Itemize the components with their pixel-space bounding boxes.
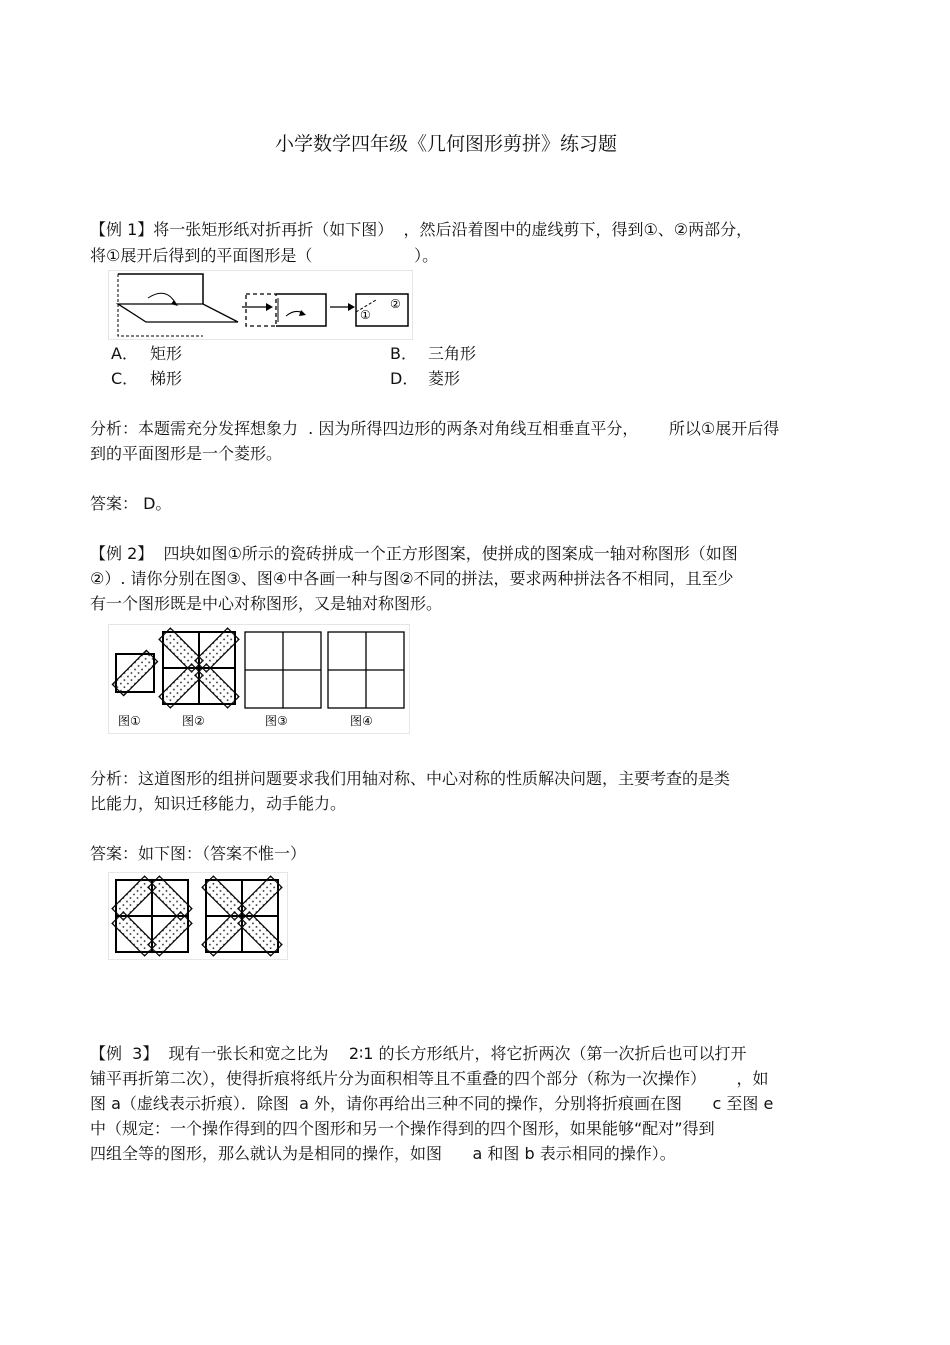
option-c-letter: C． bbox=[111, 369, 139, 388]
ex3-question-line-3: 图 a（虚线表示折痕）．除图 a 外，请你再给出三种不同的操作，分别将折痕画在图 c 至图 e bbox=[90, 1094, 774, 1113]
page-title: 小学数学四年级《几何图形剪拼》练习题 bbox=[275, 133, 618, 155]
ex3-question-line-2: 铺平再折第二次），使得折痕将纸片分为面积相等且不重叠的四个部分（称为一次操作） ，如 bbox=[90, 1069, 769, 1088]
ex2-figure-label-3: 图③ bbox=[265, 714, 288, 728]
option-d-text: 菱形 bbox=[428, 369, 461, 388]
option-d-letter: D． bbox=[390, 369, 419, 388]
ex1-answer: 答案： D。 bbox=[90, 494, 172, 513]
ex1-folding-figure bbox=[108, 270, 413, 340]
option-a-letter: A． bbox=[111, 344, 138, 363]
option-b-letter: B． bbox=[390, 344, 417, 363]
option-c-text: 梯形 bbox=[150, 369, 183, 388]
ex2-tile-figures bbox=[108, 624, 410, 734]
ex1-analysis-line-2: 到的平面图形是一个菱形。 bbox=[90, 444, 283, 463]
option-b-text: 三角形 bbox=[428, 344, 477, 363]
ex2-answer-figures bbox=[108, 872, 288, 960]
ex3-question-line-4: 中（规定：一个操作得到的四个图形和另一个操作得到的四个图形，如果能够“配对”得到 bbox=[90, 1119, 715, 1138]
ex2-figure-label-2: 图② bbox=[182, 714, 205, 728]
ex2-question-line-3: 有一个图形既是中心对称图形，又是轴对称图形。 bbox=[90, 594, 443, 613]
ex1-question-line-1: 【例 1】将一张矩形纸对折再折（如下图） ，然后沿着图中的虚线剪下，得到①、②两部分， bbox=[90, 220, 753, 239]
ex3-question-line-1: 【例 3】 现有一张长和宽之比为 2∶1 的长方形纸片，将它折两次（第一次折后也可以打开 bbox=[90, 1044, 747, 1063]
ex2-analysis-line-2: 比能力，知识迁移能力，动手能力。 bbox=[90, 794, 347, 813]
ex3-question-line-5: 四组全等的图形，那么就认为是相同的操作，如图 a 和图 b 表示相同的操作）。 bbox=[90, 1144, 676, 1163]
ex2-figure-label-4: 图④ bbox=[350, 714, 373, 728]
option-a-text: 矩形 bbox=[150, 344, 183, 363]
ex1-question-line-2: 将①展开后得到的平面图形是（ ）。 bbox=[90, 246, 439, 265]
ex1-analysis-line-1: 分析：本题需充分发挥想象力 . 因为所得四边形的两条对角线互相垂直平分， 所以①展开后得 bbox=[90, 419, 780, 438]
ex2-question-line-1: 【例 2】 四块如图①所示的瓷砖拼成一个正方形图案，使拼成的图案成一轴对称图形（如图 bbox=[90, 544, 738, 563]
ex2-analysis-line-1: 分析：这道图形的组拼问题要求我们用轴对称、中心对称的性质解决问题，主要考查的是类 bbox=[90, 769, 731, 788]
ex2-answer: 答案：如下图：（答案不惟一） bbox=[90, 844, 307, 863]
ex1-figure-label-2: ② bbox=[390, 297, 401, 311]
ex1-figure-label-1: ① bbox=[360, 308, 371, 322]
ex2-question-line-2: ②）. 请你分别在图③、图④中各画一种与图②不同的拼法，要求两种拼法各不相同，且至少 bbox=[90, 569, 734, 588]
ex2-figure-label-1: 图① bbox=[118, 714, 141, 728]
